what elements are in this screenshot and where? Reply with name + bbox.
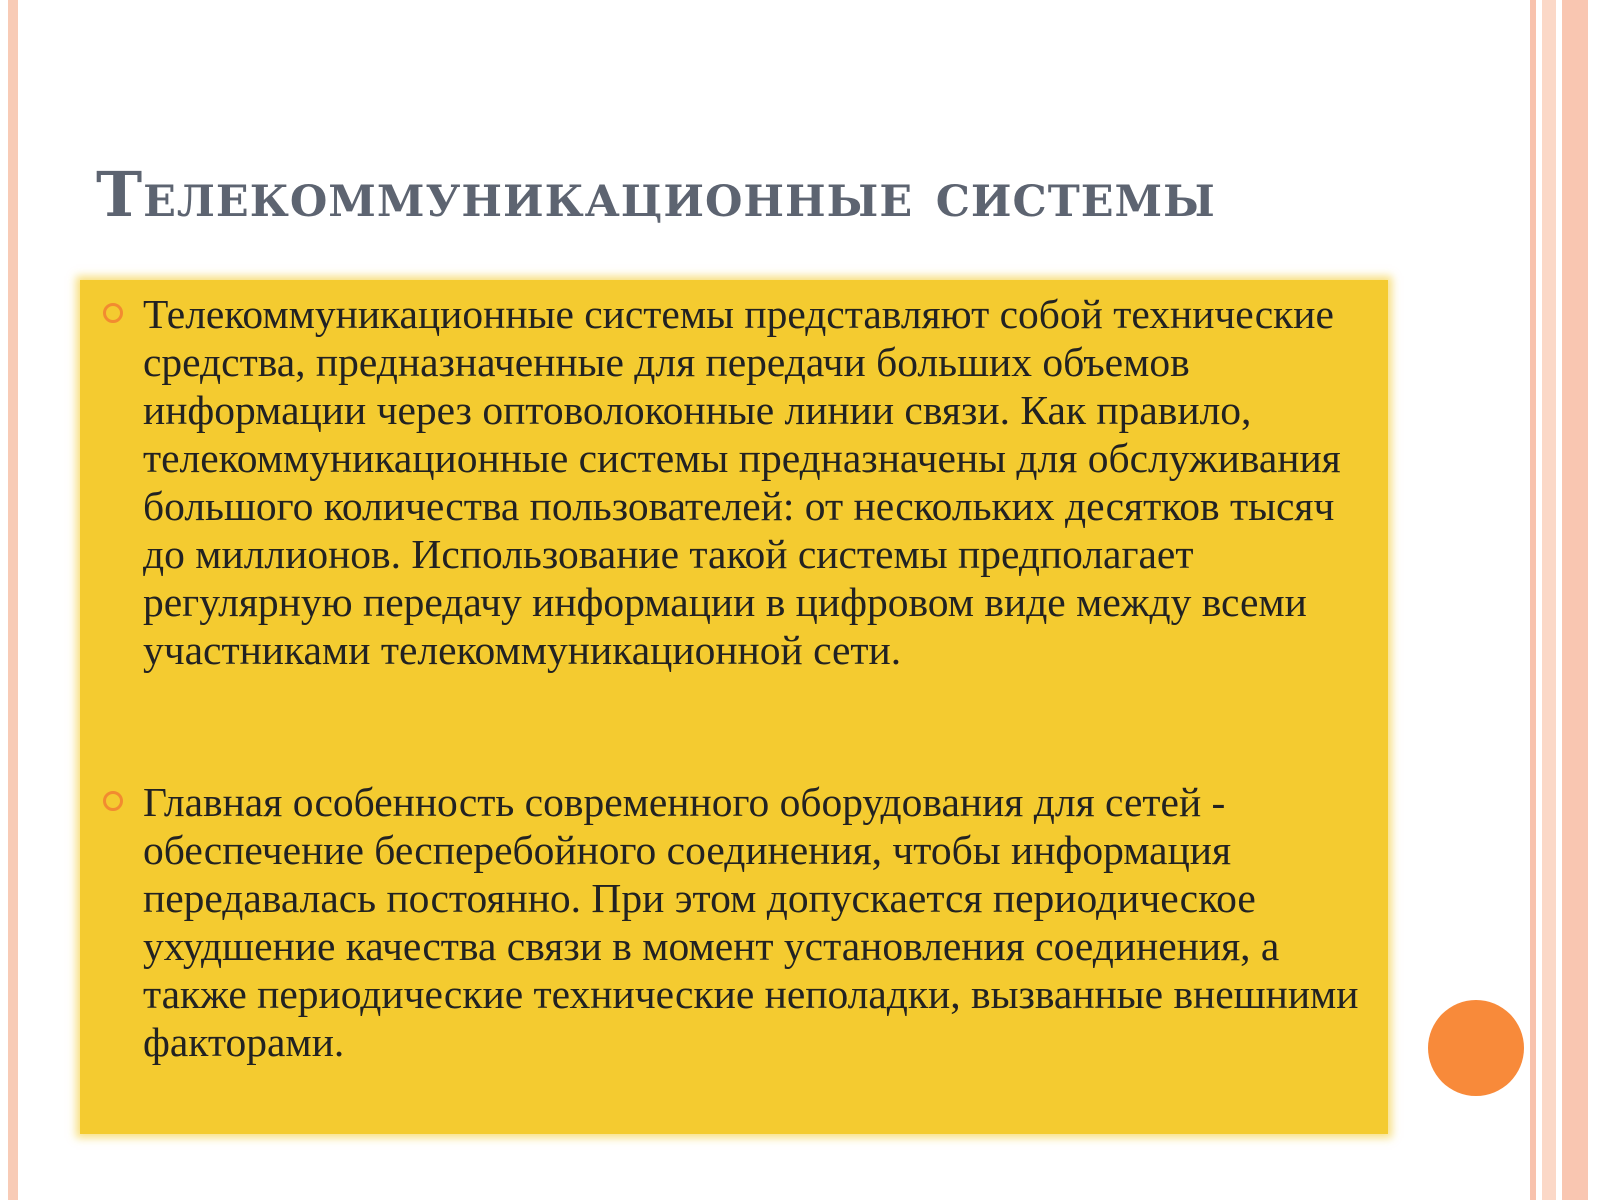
content-box (80, 280, 1388, 1134)
left-decorative-stripe (8, 0, 18, 1200)
orange-circle-icon (1428, 1000, 1524, 1096)
hollow-circle-bullet-icon (103, 791, 123, 811)
bullet-text: Телекоммуникационные системы представляют собой технические средства, предназначенные для передачи больших объемов информации через оптоволоконные линии связи. Как правило, телекоммуникационные системы предназначены для обслуживания большого количества пользователей: от нескольких десятков тысяч до миллионов. Использование такой системы предполагает регулярную передачу информации в цифровом виде между всеми участниками телекоммуникационной сети. (143, 291, 1341, 673)
bullet-text: Главная особенность современного оборудования для сетей - обеспечение бесперебойного соединения, чтобы информация передавалась постоянно. При этом допускается периодическое ухудшение качества связи в момент установления соединения, а также периодические технические неполадки, вызванные внешними факторами. (143, 779, 1359, 1065)
hollow-circle-bullet-icon (103, 303, 123, 323)
slide-title: Телекоммуникационные системы (96, 158, 1216, 231)
right-decorative-stripe (1542, 0, 1556, 1200)
right-decorative-stripe (1530, 0, 1536, 1200)
bullet-item (143, 778, 1383, 1066)
bullet-item (143, 290, 1383, 674)
right-decorative-stripe (1562, 0, 1588, 1200)
